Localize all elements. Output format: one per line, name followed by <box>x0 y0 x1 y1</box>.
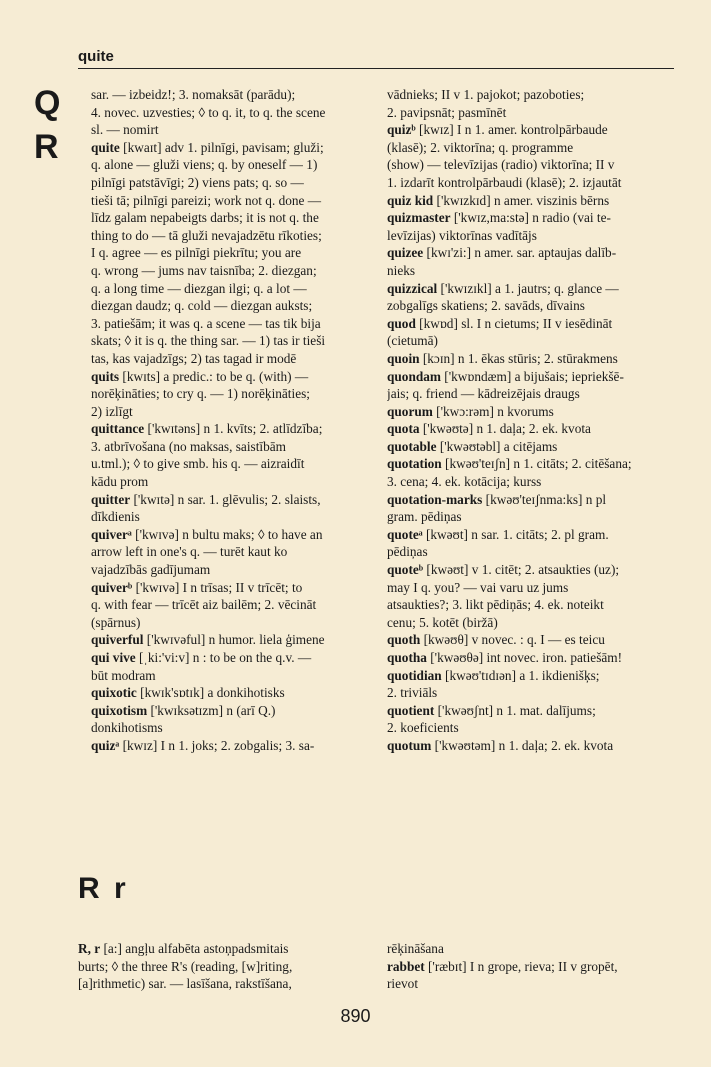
headword: quiz kid <box>387 192 434 208</box>
text-line: quoin [kɔɪn] n 1. ēkas stūris; 2. stūrakmens <box>387 350 618 366</box>
text-line: quoteᵇ [kwəʊt] v 1. citēt; 2. atsaukties (uz); <box>387 562 620 578</box>
text-line: zobgalīgs skatiens; 2. savāds, dīvains <box>387 298 585 314</box>
text-line: donkihotisms <box>91 720 163 736</box>
headword: qui vive <box>91 650 136 665</box>
page-number: 890 <box>340 1006 371 1026</box>
text-line: rabbet ['ræbɪt] I n grope, rieva; II v gropēt, <box>387 958 618 974</box>
text-line: tieši tā; pilnīgi pareizi; work not q. done — <box>91 192 322 208</box>
r-right-column <box>387 940 673 993</box>
headword: quits <box>91 368 120 384</box>
thumb-index-q: Q <box>34 84 61 122</box>
right-column <box>387 86 673 755</box>
headword: quoteᵇ <box>387 562 424 578</box>
text-line: quondam ['kwɒndæm] a bijušais; iepriekšē- <box>387 368 624 384</box>
headword: quiverᵃ <box>91 526 132 542</box>
text-line: I q. agree — es pilnīgi piekrītu; you are <box>91 245 302 261</box>
text-line: quiverful ['kwɪvəful] n humor. liela ģimene <box>91 632 325 648</box>
text-line: vādnieks; II v 1. pajokot; pazoboties; <box>387 87 585 102</box>
text-line: rievot <box>387 976 419 992</box>
text-line: R, r [a:] angļu alfabēta astoņpadsmitais <box>78 941 289 956</box>
text-line: dīkdienis <box>91 509 140 525</box>
text-line: quitter ['kwɪtə] n sar. 1. glēvulis; 2. slaists, <box>91 491 321 507</box>
text-line: quotable ['kwəʊtəbl] a citējams <box>387 438 558 454</box>
headword: quite <box>91 139 120 155</box>
text-line: burts; ◊ the three R's (reading, [w]riting, <box>78 958 293 974</box>
headword: quotation <box>387 456 442 472</box>
text-line: quittance ['kwɪtəns] n 1. kvīts; 2. atlīdzība; <box>91 421 323 437</box>
text-line: kādu prom <box>91 474 149 490</box>
text-line: gram. pēdiņas <box>387 509 462 525</box>
text-line: skats; ◊ it is q. the thing sar. — 1) tas ir tieši <box>91 333 326 349</box>
text-line: 3. patiešām; it was q. a scene — tas tik bija <box>91 315 321 331</box>
text-line: qui vive [ˌki:'vi:v] n : to be on the q.v. — <box>91 650 312 665</box>
left-column <box>91 86 363 755</box>
headword: quizᵃ <box>91 737 120 753</box>
headword: quoteᵃ <box>387 526 423 542</box>
text-line: quiz kid ['kwɪzkɪd] n amer. viszinis bērns <box>387 192 610 208</box>
text-line: quotidian [kwəʊ'tɪdɪən] a 1. ikdienišķs; <box>387 667 600 683</box>
text-line: 2. koeficients <box>387 720 459 736</box>
headword: quoth <box>387 632 421 648</box>
text-line: quotation-marks [kwəʊ'teɪʃnma:ks] n pl <box>387 491 607 507</box>
section-letter: R r <box>78 872 129 905</box>
text-line: quorum ['kwɔ:rəm] n kvorums <box>387 403 554 419</box>
text-line: 2) izlīgt <box>91 403 133 419</box>
text-line: q. a long time — diezgan ilgi; q. a lot — <box>91 280 307 296</box>
text-line: levīzijas) viktorīnas vadītājs <box>387 227 537 243</box>
text-line: quiverᵇ ['kwɪvə] I n trīsas; II v trīcēt; to <box>91 579 303 595</box>
headword: quotation-marks <box>387 491 483 507</box>
text-line: quota ['kwəʊtə] n 1. daļa; 2. ek. kvota <box>387 421 591 437</box>
text-line: quizzical ['kwɪzɪkl] a 1. jautrs; q. glance — <box>387 280 619 296</box>
text-line: atsaukties?; 3. likt pēdiņās; 4. ek. noteikt <box>387 597 604 613</box>
text-line: rēķināšana <box>387 941 444 956</box>
headword: quotient <box>387 702 435 718</box>
text-line: quod [kwɒd] sl. I n cietums; II v iesēdināt <box>387 315 613 331</box>
text-line: [a]rithmetic) sar. — lasīšana, rakstīšana, <box>78 976 292 992</box>
text-line: 2. pavipsnāt; pasmīnēt <box>387 104 507 120</box>
text-line: quizᵇ [kwɪz] I n 1. amer. kontrolpārbaude <box>387 122 608 138</box>
headword: quizᵇ <box>387 122 416 138</box>
thumb-index-r: R <box>34 128 59 166</box>
text-line: quixotic [kwɪk'sɒtɪk] a donkihotisks <box>91 685 285 701</box>
text-line: quotation [kwəʊ'teɪʃn] n 1. citāts; 2. citēšana; <box>387 456 632 472</box>
headword: quiverful <box>91 632 144 648</box>
headword: quizee <box>387 245 424 261</box>
headword: quotidian <box>387 667 442 683</box>
text-line: may I q. you? — vai varu uz jums <box>387 579 569 595</box>
text-line: 4. novec. uzvesties; ◊ to q. it, to q. the scene <box>91 104 326 120</box>
r-left-column <box>78 940 361 993</box>
text-line: (spārnus) <box>91 614 141 630</box>
text-line: q. with fear — trīcēt aiz bailēm; 2. vēcināt <box>91 597 317 613</box>
headword: quod <box>387 315 416 331</box>
headword: quotum <box>387 737 432 753</box>
text-line: quizᵃ [kwɪz] I n 1. joks; 2. zobgalis; 3. sa- <box>91 737 315 753</box>
text-line: q. wrong — jums nav taisnība; 2. diezgan; <box>91 262 317 278</box>
text-line: vajadzībās gadījumam <box>91 562 211 578</box>
text-line: pēdiņas <box>387 544 428 560</box>
text-line: q. alone — gluži viens; q. by oneself — 1) <box>91 157 318 173</box>
text-line: quotha ['kwəʊθə] int novec. iron. patiešām! <box>387 650 623 665</box>
text-line: quits [kwɪts] a predic.: to be q. (with) — <box>91 368 309 384</box>
header-rule <box>78 68 674 69</box>
headword: quitter <box>91 491 131 507</box>
headword: quizzical <box>387 280 438 296</box>
text-line: līdz galam nepabeigts darbs; it is not q. the <box>91 210 319 226</box>
text-line: pilnīgi patstāvīgi; 2) viens pats; q. so — <box>91 174 304 190</box>
text-line: u.tml.); ◊ to give smb. his q. — aizraidīt <box>91 456 305 472</box>
text-line: 2. triviāls <box>387 685 438 701</box>
text-line: (show) — televīzijas (radio) viktorīna; II v <box>387 157 615 173</box>
text-line: 1. izdarīt kontrolpārbaudi (klasē); 2. izjautāt <box>387 174 622 190</box>
headword: quizmaster <box>387 210 451 226</box>
text-line: jais; q. friend — kādreizējais draugs <box>387 386 580 402</box>
headword: R, r <box>78 941 101 956</box>
headword: quotable <box>387 438 437 454</box>
headword: quotha <box>387 650 427 665</box>
text-line: quotum ['kwəʊtəm] n 1. daļa; 2. ek. kvota <box>387 737 614 753</box>
text-line: quixotism ['kwɪksətɪzm] n (arī Q.) <box>91 702 276 718</box>
text-line: quotient ['kwəʊʃnt] n 1. mat. dalījums; <box>387 702 596 718</box>
text-line: sl. — nomirt <box>91 122 159 138</box>
text-line: quizee [kwɪ'zi:] n amer. sar. aptaujas dalīb- <box>387 245 617 261</box>
text-line: 3. cena; 4. ek. kotācija; kurss <box>387 474 542 490</box>
text-line: būt modram <box>91 667 156 683</box>
headword: quoin <box>387 350 420 366</box>
text-line: arrow left in one's q. — turēt kaut ko <box>91 544 288 560</box>
headword: quota <box>387 421 420 437</box>
text-line: thing to do — tā gluži nevajadzētu rīkoties; <box>91 227 322 243</box>
headword: quorum <box>387 403 433 419</box>
text-line: quite [kwaɪt] adv 1. pilnīgi, pavisam; gluži; <box>91 139 324 155</box>
text-line: 3. atbrīvošana (no maksas, saistībām <box>91 438 286 454</box>
text-line: cenu; 5. kotēt (biržā) <box>387 614 498 630</box>
guide-word: quite <box>78 48 114 65</box>
text-line: tas, kas vajadzīgs; 2) tas tagad ir modē <box>91 350 297 366</box>
text-line: quoteᵃ [kwəʊt] n sar. 1. citāts; 2. pl gram. <box>387 526 609 542</box>
headword: quittance <box>91 421 145 437</box>
text-line: sar. — izbeidz!; 3. nomaksāt (parādu); <box>91 87 296 102</box>
text-line: (klasē); 2. viktorīna; q. programme <box>387 139 574 155</box>
text-line: nieks <box>387 262 416 278</box>
headword: quiverᵇ <box>91 579 133 595</box>
headword: quondam <box>387 368 441 384</box>
text-line: quoth [kwəʊθ] v novec. : q. I — es teicu <box>387 632 605 648</box>
text-line: norēķināties; to cry q. — 1) norēķināties; <box>91 386 310 402</box>
headword: rabbet <box>387 958 425 974</box>
text-line: quizmaster ['kwɪz,ma:stə] n radio (vai te- <box>387 210 611 226</box>
text-line: (cietumā) <box>387 333 438 349</box>
headword: quixotism <box>91 702 148 718</box>
headword: quixotic <box>91 685 137 701</box>
text-line: quiverᵃ ['kwɪvə] n bultu maks; ◊ to have an <box>91 526 323 542</box>
text-line: diezgan daudz; q. cold — diezgan auksts; <box>91 298 313 314</box>
